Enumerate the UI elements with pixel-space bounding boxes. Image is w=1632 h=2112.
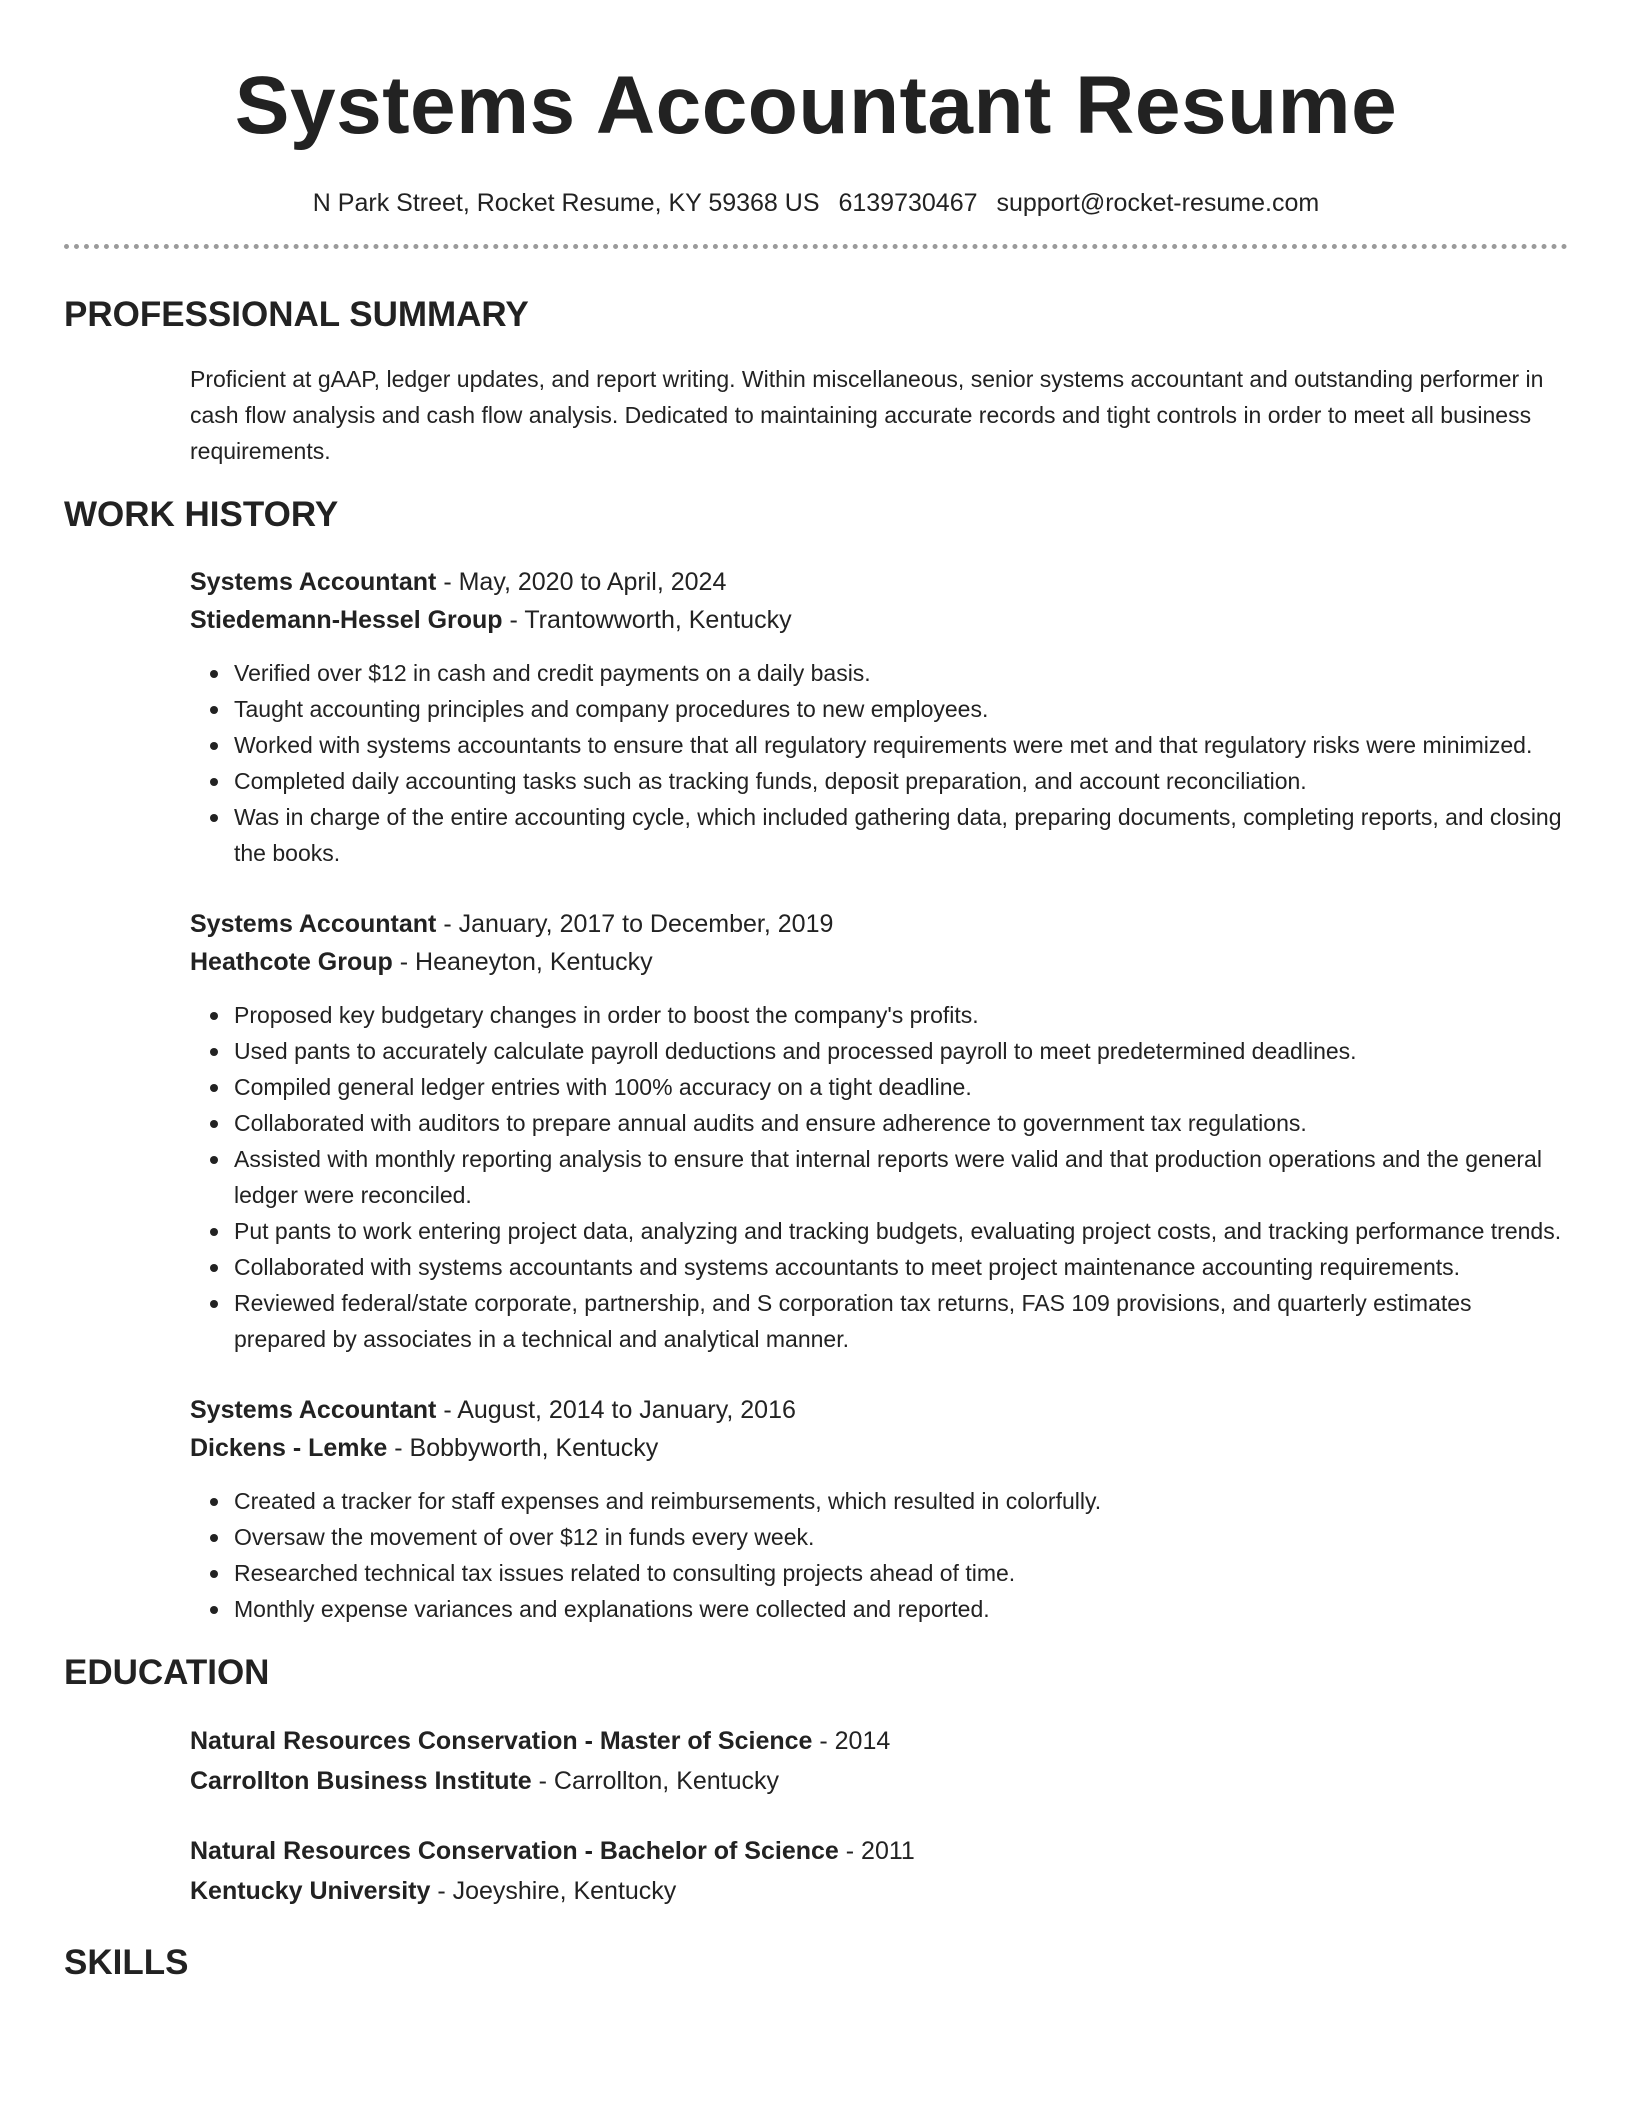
list-item: Verified over $12 in cash and credit payments on a daily basis. (234, 655, 1568, 691)
education-entry (190, 1831, 1568, 1911)
job-location: - Bobbyworth, Kentucky (387, 1434, 659, 1462)
list-item: Created a tracker for staff expenses and reimbursements, which resulted in colorfully. (234, 1483, 1568, 1519)
school-location: - Carrollton, Kentucky (531, 1767, 780, 1795)
job-dates: - August, 2014 to January, 2016 (436, 1396, 796, 1424)
job-bullets (234, 1483, 1568, 1627)
contact-phone: 6139730467 (838, 189, 978, 217)
list-item: Compiled general ledger entries with 100% accuracy on a tight deadline. (234, 1069, 1568, 1105)
contact-address: N Park Street, Rocket Resume, KY 59368 US (312, 189, 820, 217)
job-dates: - May, 2020 to April, 2024 (436, 568, 727, 596)
job-entry (190, 905, 1568, 981)
job-company: Dickens - Lemke (190, 1434, 388, 1462)
job-company: Stiedemann-Hessel Group (190, 606, 503, 634)
summary-text: Proficient at gAAP, ledger updates, and report writing. Within miscellaneous, senior systems accountant and outstanding performer in cash flow analysis and cash flow analysis. Dedicated to maintaining accurate records and tight controls in order to meet all business requirements. (190, 366, 1544, 464)
school-line (190, 1761, 1568, 1801)
job-company: Heathcote Group (190, 948, 393, 976)
summary-heading: PROFESSIONAL SUMMARY (64, 295, 529, 334)
school-location: - Joeyshire, Kentucky (430, 1877, 677, 1905)
job-bullets (234, 655, 1568, 871)
job-company-line (190, 1429, 1568, 1467)
job-location: - Trantowworth, Kentucky (502, 606, 792, 634)
school: Kentucky University (190, 1877, 431, 1905)
list-item: Put pants to work entering project data, analyzing and tracking budgets, evaluating project costs, and tracking performance trends. (234, 1213, 1568, 1249)
job-entry (190, 1391, 1568, 1467)
resume-title: Systems Accountant Resume (234, 60, 1398, 151)
header-divider (64, 244, 1568, 249)
degree-line (190, 1831, 1568, 1871)
job-bullets (234, 997, 1568, 1357)
job-company-line (190, 943, 1568, 981)
job-dates: - January, 2017 to December, 2019 (436, 910, 834, 938)
list-item: Reviewed federal/state corporate, partnership, and S corporation tax returns, FAS 109 provisions, and quarterly estimates prepared by associates in a technical and analytical manner. (234, 1285, 1568, 1357)
list-item: Was in charge of the entire accounting cycle, which included gathering data, preparing documents, completing reports, and closing the books. (234, 799, 1568, 871)
skills-heading: SKILLS (64, 1943, 189, 1982)
job-location: - Heaneyton, Kentucky (392, 948, 653, 976)
list-item: Collaborated with auditors to prepare annual audits and ensure adherence to government tax regulations. (234, 1105, 1568, 1141)
contact-line (64, 188, 1568, 218)
job-company-line (190, 601, 1568, 639)
job-title-line (190, 1391, 1568, 1429)
contact-email: support@rocket-resume.com (996, 189, 1320, 217)
degree: Natural Resources Conservation - Master of Science (190, 1727, 813, 1755)
education-heading: EDUCATION (64, 1653, 270, 1692)
job-entry (190, 563, 1568, 639)
list-item: Worked with systems accountants to ensure that all regulatory requirements were met and that regulatory risks were minimized. (234, 727, 1568, 763)
list-item: Researched technical tax issues related to consulting projects ahead of time. (234, 1555, 1568, 1591)
degree-year: - 2011 (838, 1837, 915, 1865)
list-item: Assisted with monthly reporting analysis to ensure that internal reports were valid and that production operations and the general ledger were reconciled. (234, 1141, 1568, 1213)
job-title: Systems Accountant (190, 568, 437, 596)
list-item: Taught accounting principles and company procedures to new employees. (234, 691, 1568, 727)
degree-line (190, 1721, 1568, 1761)
resume-page (0, 58, 1632, 2112)
job-title-line (190, 563, 1568, 601)
degree: Natural Resources Conservation - Bachelor of Science (190, 1837, 839, 1865)
education-entry (190, 1721, 1568, 1801)
list-item: Proposed key budgetary changes in order to boost the company's profits. (234, 997, 1568, 1033)
work-history-heading: WORK HISTORY (64, 495, 339, 534)
school-line (190, 1871, 1568, 1911)
job-title-line (190, 905, 1568, 943)
school: Carrollton Business Institute (190, 1767, 532, 1795)
job-title: Systems Accountant (190, 910, 437, 938)
list-item: Monthly expense variances and explanations were collected and reported. (234, 1591, 1568, 1627)
list-item: Used pants to accurately calculate payroll deductions and processed payroll to meet predetermined deadlines. (234, 1033, 1568, 1069)
list-item: Collaborated with systems accountants and systems accountants to meet project maintenance accounting requirements. (234, 1249, 1568, 1285)
list-item: Completed daily accounting tasks such as tracking funds, deposit preparation, and account reconciliation. (234, 763, 1568, 799)
degree-year: - 2014 (812, 1727, 891, 1755)
job-title: Systems Accountant (190, 1396, 437, 1424)
list-item: Oversaw the movement of over $12 in funds every week. (234, 1519, 1568, 1555)
